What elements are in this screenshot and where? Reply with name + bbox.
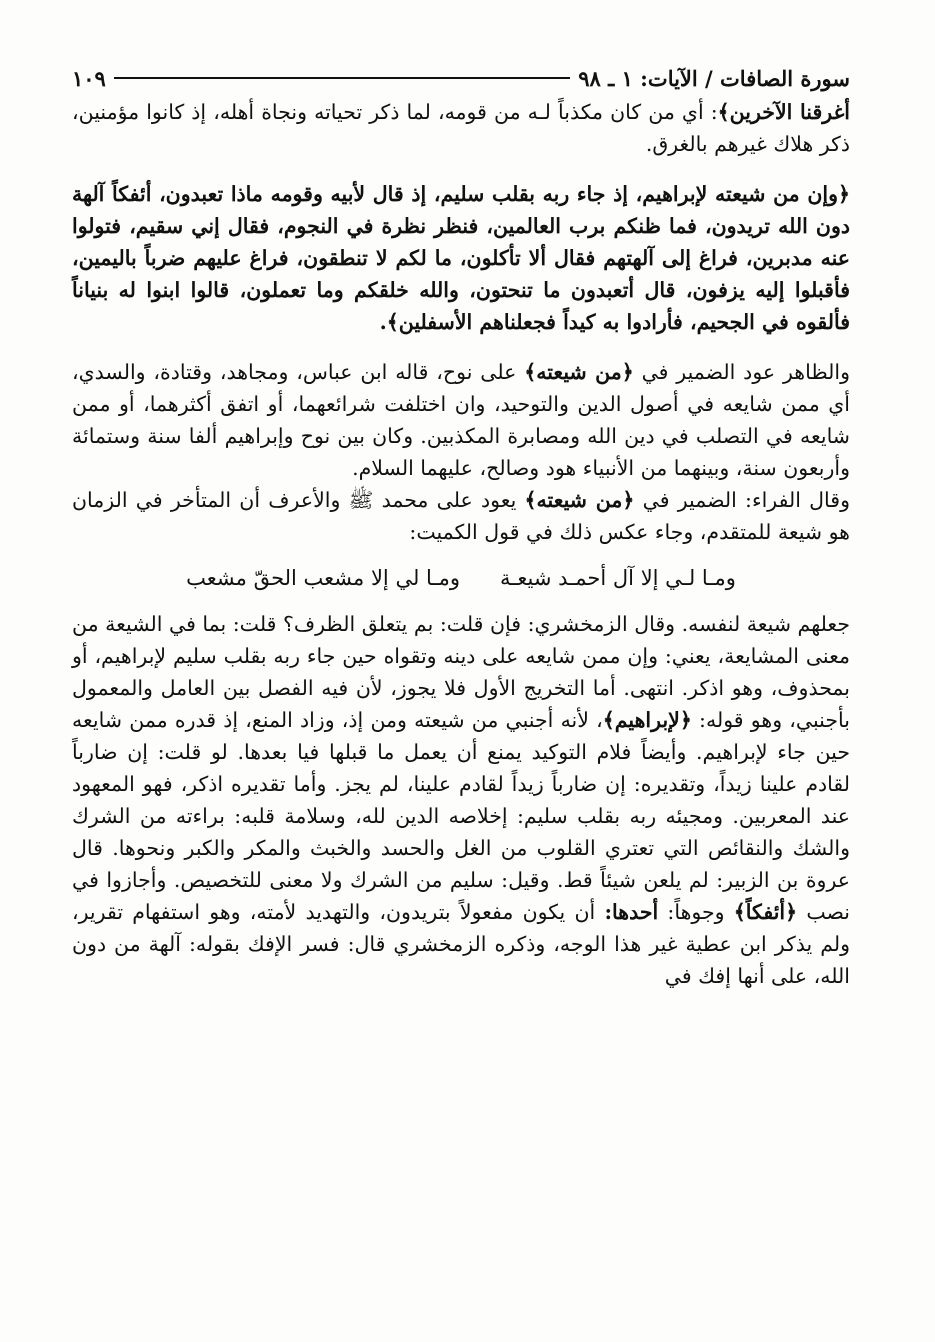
paragraph-3-before: والظاهر عود الضمير في <box>633 360 850 384</box>
quran-passage: ﴿وإن من شيعته لإبراهيم، إذ جاء ربه بقلب سليم، إذ قال لأبيه وقومه ماذا تعبدون، أئفكاً آلهة دون الله تريدون، فما ظنكم برب العالمين، فنظر نظرة في النجوم، فقال إني سقيم، فتولوا عنه مدبرين، فراغ إلى آلهتهم فقال ألا تأكلون، ما لكم لا تنطقون، فراغ عليهم ضرباً باليمين، فأقبلوا إليه يزفون، قال أتعبدون ما تنحتون، والله خلقكم وما تعملون، قالوا ابنوا له بنياناً فألقوه في الجحيم، فأرادوا به كيداً فجعلناهم الأسفلين﴾. <box>72 182 850 334</box>
final-part-3: وجوهاً: <box>658 900 734 924</box>
page-number: ١٠٩ <box>72 65 106 91</box>
paragraph-4-after: يعود على محمد ﷺ والأعرف أن المتأخر في الزمان هو شيعة للمتقدم، وجاء عكس ذلك في قول الكميت: <box>72 488 850 544</box>
final-bold-2: ﴿أئفكاً﴾ <box>733 900 798 924</box>
paragraph-4-bold: ﴿من شيعته﴾ <box>524 488 635 512</box>
verse-first-hemistich: ومـا لـي إلا آل أحمـد شيعـة <box>499 566 736 590</box>
paragraph-3-bold: ﴿من شيعته﴾ <box>524 360 634 384</box>
header-title: سورة الصافات / الآيات: ١ ـ ٩٨ <box>578 65 850 91</box>
final-bold-1: ﴿لإبراهيم﴾ <box>602 708 692 732</box>
paragraph-4-before: وقال الفراء: الضمير في <box>634 488 850 512</box>
final-part-1: جعلهم شيعة لنفسه. وقال الزمخشري: فإن قلت: بم يتعلق الظرف؟ قلت: بما في الشيعة من معنى المشايعة، يعني: وإن ممن شايعه على دينه وتقواه حين جاء ربه بقلب سليم لإبراهيم، أو بمحذوف، وهو اذكر. انتهى. أما التخريج الأول فلا يجوز، لأن فيه الفصل بين العامل والمعمول بأجنبي، وهو قوله: <box>72 612 850 732</box>
poem-verse <box>72 562 850 594</box>
running-header <box>72 60 850 96</box>
paragraph-4 <box>72 484 850 548</box>
paragraph-1-lead: أغرقنا الآخرين﴾ <box>717 100 850 124</box>
verse-second-hemistich: ومـا لي إلا مشعب الحقّ مشعب <box>186 566 460 590</box>
paragraph-final <box>72 608 850 992</box>
header-rule <box>114 77 570 79</box>
paragraph-1 <box>72 96 850 160</box>
document-page <box>72 60 850 1302</box>
final-bold-3: أحدها: <box>604 900 659 924</box>
paragraph-3-after: على نوح، قاله ابن عباس، ومجاهد، وقتادة، والسدي، أي ممن شايعه في أصول الدين والتوحيد، وان اختلفت شرائعهما، أو اتفق أكثرهما، أو ممن شايعه في التصلب في دين الله ومصابرة المكذبين. وكان بين نوح وإبراهيم ألفا سنة وستمائة وأربعون سنة، وبينهما من الأنبياء هود وصالح، عليهما السلام. <box>72 360 850 480</box>
final-part-2: ، لأنه أجنبي من شيعته ومن إذ، وزاد المنع، إذ قدره ممن شايعه حين جاء لإبراهيم. وأيضاً فلام التوكيد يمنع أن يعمل ما قبلها فيا بعدها. لو قلت: إن ضارباً لقادم علينا زيداً، وتقديره: إن ضارباً زيداً لقادم علينا، لم يجز. وأما تقديره اذكر، فهو المعهود عند المعربين. ومجيئه ربه بقلب سليم: إخلاصه الدين لله، وسلامة قلبه: براءته من الشرك والشك والنقائص التي تعتري القلوب من الغل والحسد والخبث والمكر والكبر ونحوها. قال عروة بن الزبير: لم يلعن شيئاً قط. وقيل: سليم من الشرك ولا معنى للتخصيص. وأجازوا في نصب <box>72 708 850 924</box>
paragraph-3 <box>72 356 850 484</box>
paragraph-1-text: : أي من كان مكذباً لـه من قومه، لما ذكر تحياته ونجاة أهله، إذ كانوا مؤمنين، ذكر هلاك غيرهم بالغرق. <box>72 100 850 156</box>
final-part-4: أن يكون مفعولاً بتريدون، والتهديد لأمته، وهو استفهام تقرير، ولم يذكر ابن عطية غير هذا الوجه، وذكره الزمخشري قال: فسر الإفك بقوله: آلهة من دون الله، على أنها إفك في <box>72 900 850 988</box>
